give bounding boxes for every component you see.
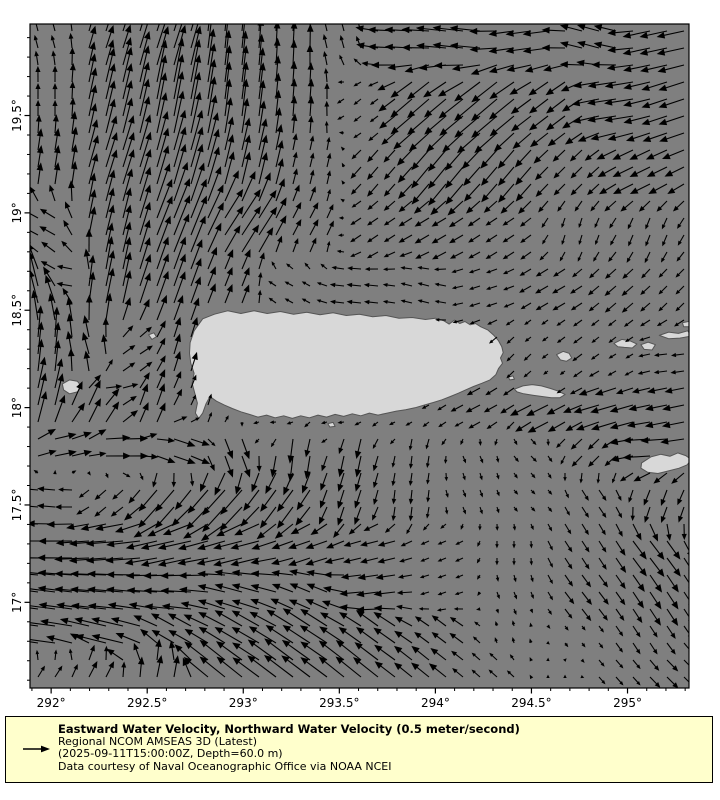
y-tick-label: 19.5° (10, 99, 24, 132)
legend-timestamp-depth: (2025-09-11T15:00:00Z, Depth=60.0 m) (58, 747, 283, 761)
x-tick-label: 293.5° (319, 696, 360, 710)
x-tick-label: 294.5° (511, 696, 552, 710)
x-tick-label: 292.5° (127, 696, 168, 710)
y-axis (10, 38, 30, 681)
legend-credit: Data courtesy of Naval Oceanographic Office via NOAA NCEI (58, 759, 392, 773)
legend-text-block (58, 723, 520, 773)
y-tick-label: 17.5° (10, 488, 24, 522)
x-tick-label: 294° (420, 696, 450, 710)
x-tick-label: 295° (613, 696, 642, 710)
y-tick-label: 18.5° (10, 293, 24, 327)
y-tick-label: 17° (10, 591, 24, 613)
y-tick-label: 19° (10, 202, 24, 224)
legend-box (5, 716, 713, 783)
y-tick-label: 18° (10, 396, 24, 419)
x-tick-label: 293° (228, 696, 258, 710)
x-axis (32, 688, 685, 710)
legend-title: Eastward Water Velocity, Northward Water Velocity (0.5 meter/second) (58, 722, 520, 736)
legend-model-name: Regional NCOM AMSEAS 3D (Latest) (58, 735, 257, 748)
x-tick-label: 292° (36, 696, 66, 710)
reference-arrow-icon (21, 743, 53, 755)
